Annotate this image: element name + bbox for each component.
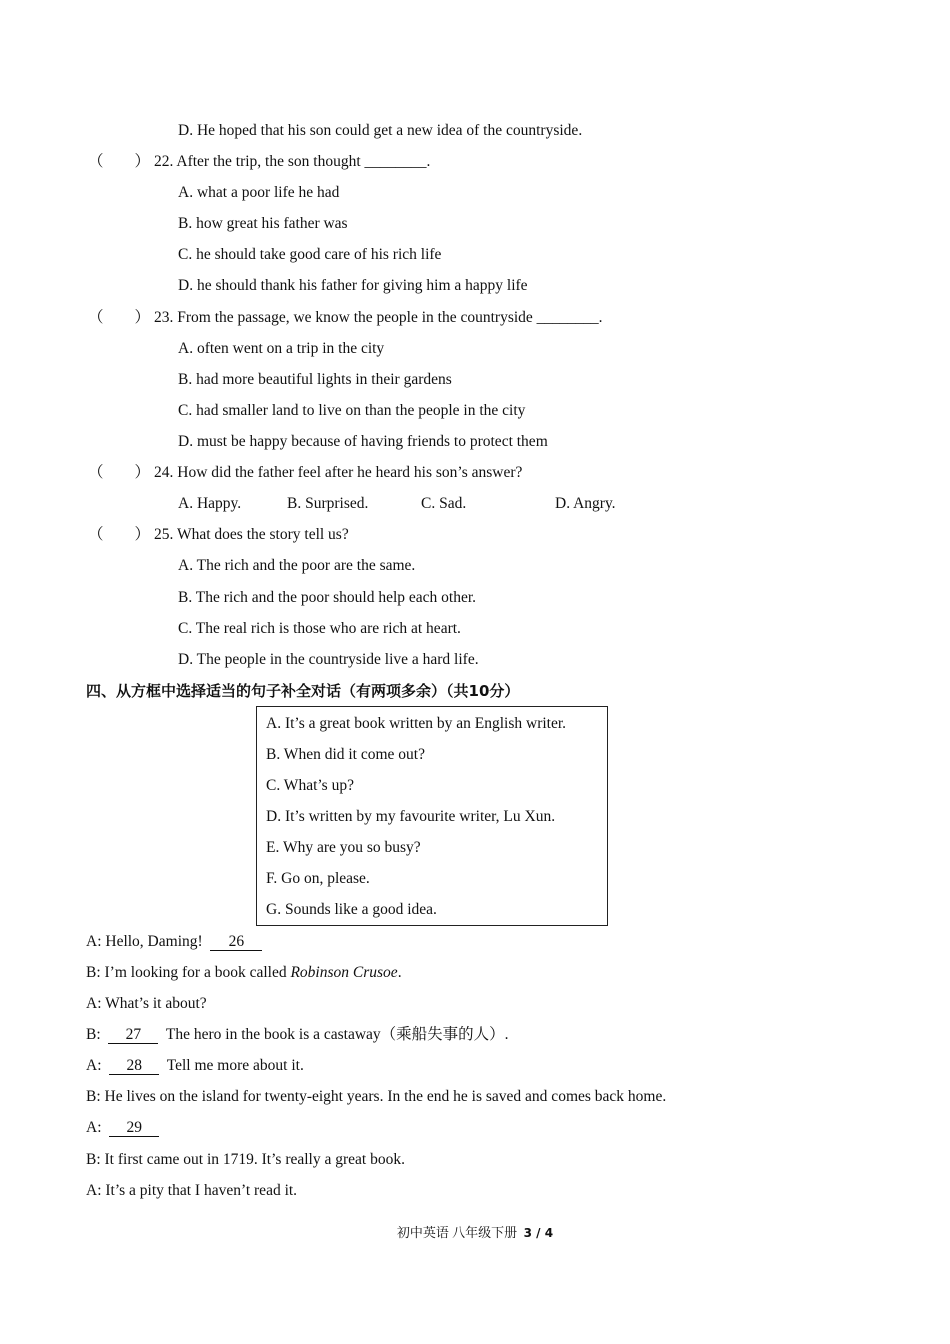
answer-paren[interactable]: （ ） [88, 309, 151, 326]
dialogue-line-7 [86, 1118, 159, 1138]
blank-29[interactable]: 29 [109, 1120, 159, 1137]
dialogue-line-4 [86, 1025, 509, 1045]
answer-paren[interactable]: （ ） [88, 526, 151, 543]
question-stem: 23. From the passage, we know the people in the countryside ________. [154, 309, 603, 326]
option-d: D. he should thank his father for giving him a happy life [178, 277, 528, 294]
option-d: D. Angry. [555, 495, 616, 512]
option-b: B. The rich and the poor should help each other. [178, 589, 477, 606]
dialogue-line-5 [86, 1056, 304, 1076]
answer-paren[interactable]: （ ） [88, 153, 151, 170]
dialogue-text: Tell me more about it. [166, 1057, 304, 1074]
blank-26[interactable]: 26 [210, 934, 262, 951]
option-a: A. what a poor life he had [178, 184, 340, 201]
page-footer [0, 1224, 950, 1242]
dialogue-line-3: A: What’s it about? [86, 995, 207, 1012]
option-a: A. The rich and the poor are the same. [178, 557, 416, 574]
dialogue-line-2 [86, 963, 402, 983]
section-heading: 四、从方框中选择适当的句子补全对话（有两项多余）（共10分） [86, 682, 520, 700]
option-b: B. Surprised. [287, 495, 369, 512]
answer-paren[interactable]: （ ） [88, 464, 151, 481]
box-option-f: F. Go on, please. [266, 870, 370, 887]
box-option-c: C. What’s up? [266, 777, 354, 794]
box-option-d: D. It’s written by my favourite writer, Lu Xun. [266, 808, 556, 825]
dialogue-text: B: I’m looking for a book called [86, 964, 291, 981]
page-number: 3 / 4 [523, 1226, 554, 1240]
dialogue-text: A: [86, 1119, 102, 1136]
question-stem: 24. How did the father feel after he heard his son’s answer? [154, 464, 523, 481]
dialogue-text: A: [86, 1057, 102, 1074]
options-box [256, 706, 608, 926]
option-a: A. often went on a trip in the city [178, 340, 385, 357]
dialogue-text: B: [86, 1026, 101, 1043]
box-option-g: G. Sounds like a good idea. [266, 901, 437, 918]
option-d: D. The people in the countryside live a hard life. [178, 651, 479, 668]
box-option-e: E. Why are you so busy? [266, 839, 421, 856]
blank-27[interactable]: 27 [108, 1027, 158, 1044]
box-option-b: B. When did it come out? [266, 746, 425, 763]
option-d: D. must be happy because of having friends to protect them [178, 433, 548, 450]
option-c: C. had smaller land to live on than the people in the city [178, 402, 526, 419]
footer-label: 初中英语 八年级下册 [396, 1225, 518, 1240]
blank-28[interactable]: 28 [109, 1058, 159, 1075]
dialogue-line-1 [86, 932, 262, 952]
dialogue-text: . [397, 964, 402, 981]
dialogue-line-9: A: It’s a pity that I haven’t read it. [86, 1182, 298, 1199]
option-b: B. had more beautiful lights in their gardens [178, 371, 452, 388]
dialogue-text: A: Hello, Daming! [86, 933, 203, 950]
box-option-a: A. It’s a great book written by an English writer. [266, 715, 567, 732]
option-a: A. Happy. [178, 495, 242, 512]
option-c: C. Sad. [421, 495, 467, 512]
question-stem: 22. After the trip, the son thought ________. [154, 153, 431, 170]
dialogue-line-6: B: He lives on the island for twenty-eight years. In the end he is saved and comes back home. [86, 1088, 667, 1105]
dialogue-line-8: B: It first came out in 1719. It’s really a great book. [86, 1151, 405, 1168]
question-stem: 25. What does the story tell us? [154, 526, 349, 543]
option-c: C. he should take good care of his rich life [178, 246, 442, 263]
option-b: B. how great his father was [178, 215, 348, 232]
book-title: Robinson Crusoe [290, 964, 398, 981]
option-c: C. The real rich is those who are rich at heart. [178, 620, 461, 637]
q21-option-d: D. He hoped that his son could get a new idea of the countryside. [178, 122, 583, 139]
dialogue-text: The hero in the book is a castaway（乘船失事的人）. [165, 1026, 509, 1043]
